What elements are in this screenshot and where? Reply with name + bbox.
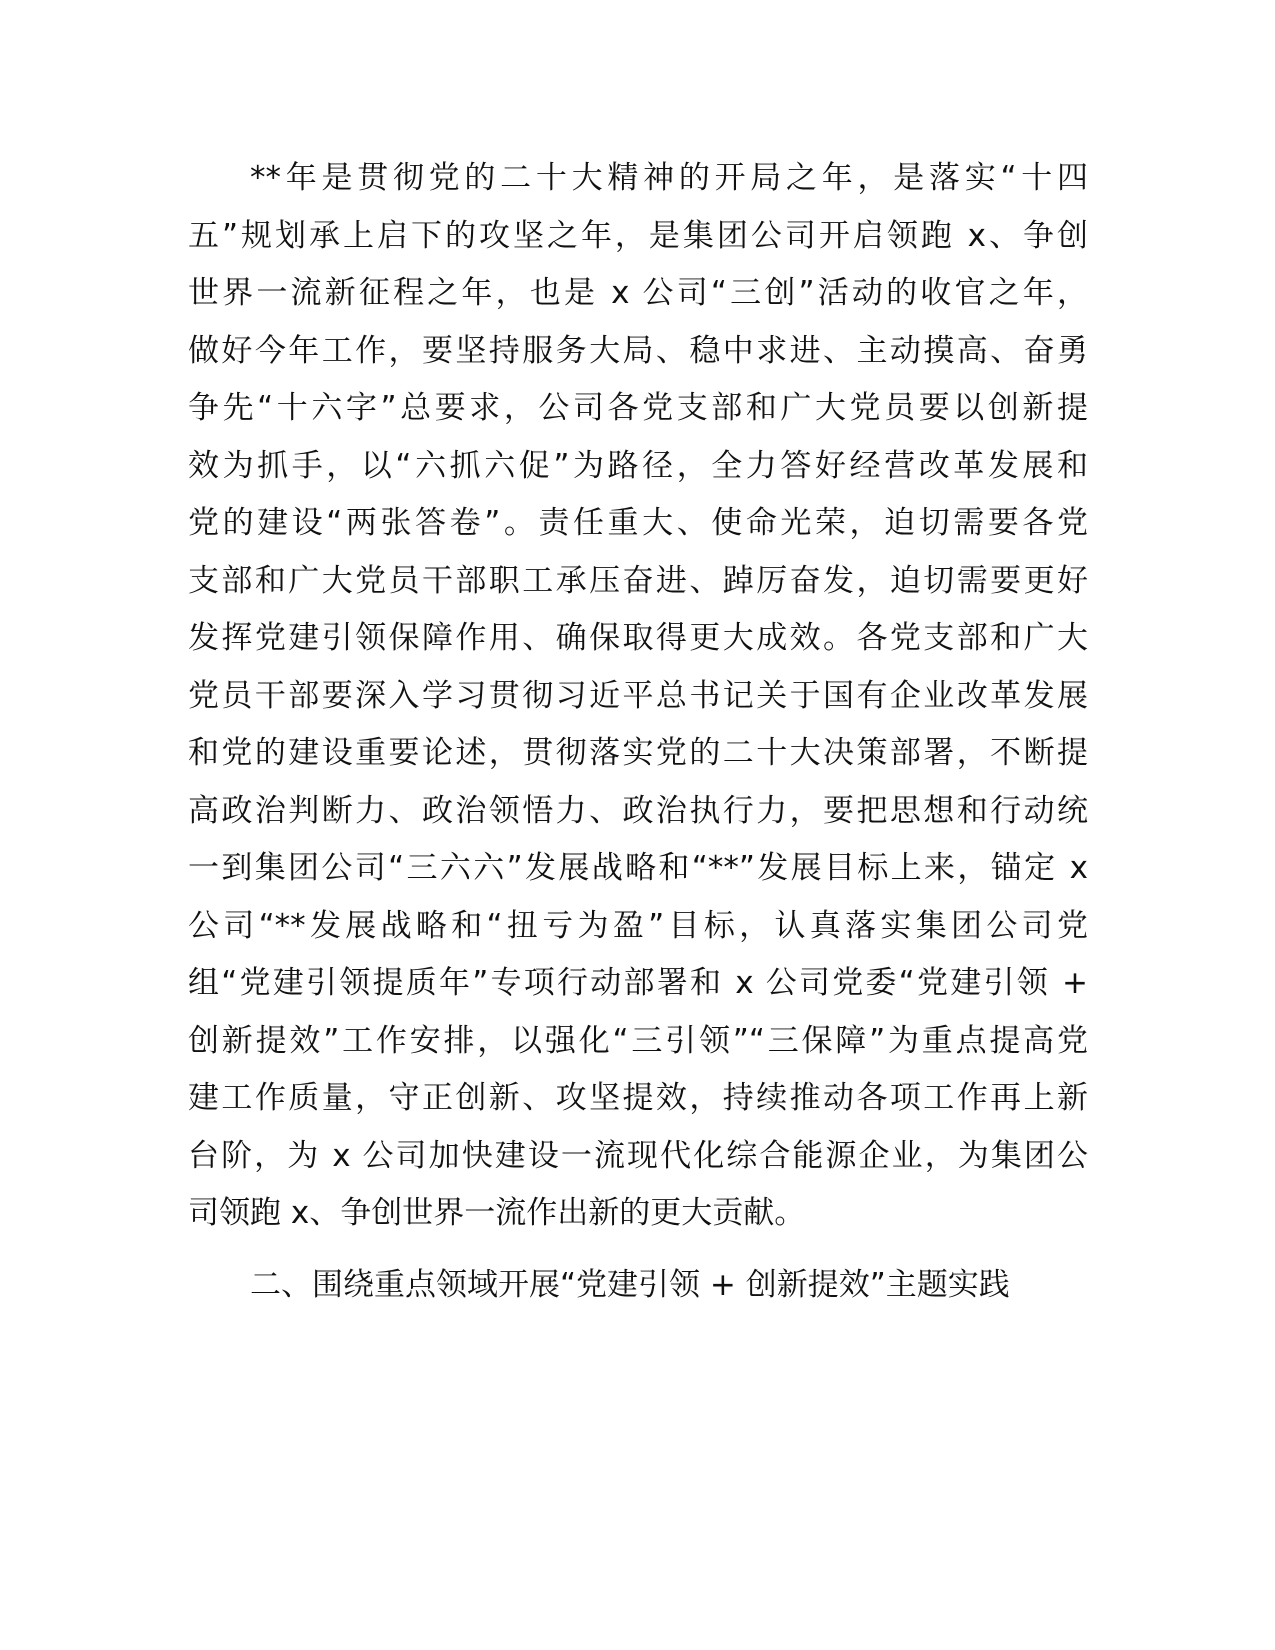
paragraph-line: 效为抓手，以“六抓六促”为路径，全力答好经营改革发展和 — [188, 447, 1088, 484]
paragraph-line: 司领跑 x、争创世界一流作出新的更大贡献。 — [188, 1195, 806, 1231]
paragraph-line: 党的建设“两张答卷”。责任重大、使命光荣，迫切需要各党 — [188, 505, 1088, 541]
paragraph-line: 创新提效”工作安排，以强化“三引领”“三保障”为重点提高党 — [188, 1022, 1088, 1059]
paragraph-line: 台阶，为 x 公司加快建设一流现代化综合能源企业，为集团公 — [188, 1137, 1088, 1174]
document-body — [188, 150, 1088, 1314]
section-heading: 二、围绕重点领域开展“党建引领 + 创新提效”主题实践 — [250, 1266, 1010, 1303]
paragraph-line: 一到集团公司“三六六”发展战略和“**”发展目标上来，锚定 x — [188, 850, 1088, 886]
paragraph-line: 发挥党建引领保障作用、确保取得更大成效。各党支部和广大 — [188, 620, 1088, 656]
paragraph-line: 世界一流新征程之年，也是 x 公司“三创”活动的收官之年， — [188, 275, 1088, 311]
paragraph-line: 做好今年工作，要坚持服务大局、稳中求进、主动摸高、奋勇 — [188, 332, 1088, 369]
paragraph-line: 组“党建引领提质年”专项行动部署和 x 公司党委“党建引领 + — [188, 965, 1088, 1001]
paragraph-line: 争先“十六字”总要求，公司各党支部和广大党员要以创新提 — [188, 390, 1088, 426]
paragraph-line: 支部和广大党员干部职工承压奋进、踔厉奋发，迫切需要更好 — [188, 562, 1088, 599]
paragraph-line: **年是贯彻党的二十大精神的开局之年，是落实“十四 — [250, 160, 1088, 196]
paragraph-line: 和党的建设重要论述，贯彻落实党的二十大决策部署，不断提 — [188, 735, 1088, 771]
paragraph-line: 五”规划承上启下的攻坚之年，是集团公司开启领跑 x、争创 — [188, 217, 1088, 254]
paragraph-line: 公司“**发展战略和“扭亏为盈”目标，认真落实集团公司党 — [188, 907, 1088, 944]
paragraph-line: 高政治判断力、政治领悟力、政治执行力，要把思想和行动统 — [188, 792, 1088, 829]
paragraph-line: 建工作质量，守正创新、攻坚提效，持续推动各项工作再上新 — [188, 1080, 1088, 1116]
body-paragraph — [188, 150, 1088, 1243]
paragraph-line: 党员干部要深入学习贯彻习近平总书记关于国有企业改革发展 — [188, 677, 1088, 714]
